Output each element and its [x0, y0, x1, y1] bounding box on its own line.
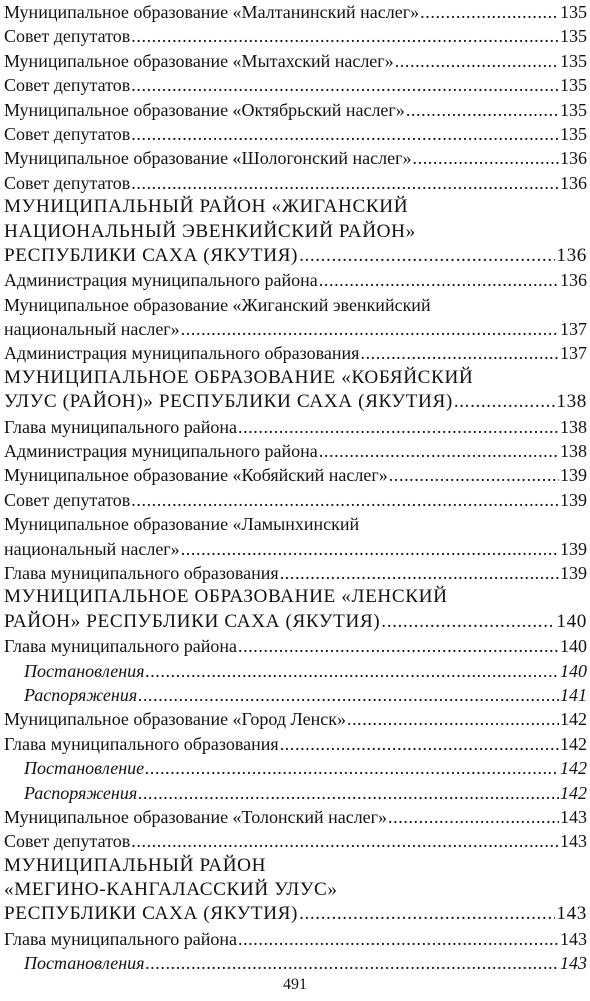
toc-entry-row: [4, 171, 587, 195]
dot-leader: [299, 244, 555, 268]
toc-entry-title: Муниципальное образование «Малтанинский наслег»: [4, 2, 420, 22]
dot-leader: [238, 634, 559, 658]
toc-entry-page: 139: [560, 562, 587, 583]
dot-leader: [146, 951, 559, 975]
toc-entry-page: 140: [560, 636, 587, 657]
dot-leader: [280, 561, 559, 585]
toc-entry-row: [4, 341, 587, 365]
toc-entry-row: [4, 415, 587, 439]
toc-entry-row: [4, 805, 587, 829]
toc-entry-title: РЕСПУБЛИКИ САХА (ЯКУТИЯ): [4, 244, 299, 266]
toc-entry: [4, 341, 587, 365]
toc-entry-line: МУНИЦИПАЛЬНЫЙ РАЙОН «ЖИГАНСКИЙ: [4, 196, 409, 218]
toc-entry-title: Администрация муниципального района: [4, 270, 318, 291]
toc-entry-row: [4, 268, 587, 292]
toc-entry: [4, 415, 587, 439]
toc-entry-row: [4, 829, 587, 853]
dot-leader: [131, 829, 559, 853]
toc-entry-title: Постановления: [24, 953, 145, 974]
toc-entry-page: 139: [560, 538, 587, 559]
toc-entry-page: 138: [556, 391, 587, 413]
toc-section-heading: [4, 366, 587, 415]
toc-entry-page: 141: [560, 684, 587, 705]
toc-entry-title: Глава муниципального района: [4, 636, 237, 657]
dot-leader: [131, 73, 559, 97]
toc-section-heading: [4, 585, 587, 634]
toc-entry-title: Совет депутатов: [4, 26, 131, 47]
toc-entry-row: [4, 73, 587, 97]
toc-entry-line: «МЕГИНО-КАНГАЛАССКИЙ УЛУС»: [4, 879, 338, 901]
toc-entry-row: [4, 732, 587, 756]
toc-entry-page: 138: [560, 416, 587, 437]
toc-entry-row: [4, 488, 587, 512]
toc-entry-title: Муниципальное образование «Город Ленск»: [4, 709, 346, 730]
toc-entry-page: 143: [556, 903, 587, 925]
dot-leader: [360, 341, 559, 365]
dot-leader: [299, 902, 555, 926]
toc-entry-page: 139: [560, 489, 587, 510]
dot-leader: [131, 488, 559, 512]
toc-entry-page: 136: [560, 148, 587, 169]
dot-leader: [280, 732, 559, 756]
toc-entry-title: РАЙОН» РЕСПУБЛИКИ САХА (ЯКУТИЯ): [4, 610, 381, 632]
toc-entry-title: РЕСПУБЛИКИ САХА (ЯКУТИЯ): [4, 903, 299, 925]
dot-leader: [420, 0, 559, 24]
toc-entry-page: 139: [560, 465, 587, 486]
toc-entry: [4, 488, 587, 512]
toc-entry-row: [4, 951, 587, 975]
toc-entry-title: Администрация муниципального образования: [4, 343, 360, 364]
toc-entry-page: 136: [556, 244, 587, 266]
toc-entry-title: Совет депутатов: [4, 123, 131, 144]
dot-leader: [347, 707, 559, 731]
page-number: 491: [283, 976, 307, 993]
dot-leader: [238, 927, 559, 951]
toc-entry-title: Совет депутатов: [4, 172, 131, 193]
toc-entry: [4, 49, 587, 73]
dot-leader: [238, 415, 559, 439]
dot-leader: [389, 463, 559, 487]
toc-entry-row: [4, 98, 587, 122]
toc-entry-title: Постановления: [24, 660, 145, 681]
toc-entry-line: МУНИЦИПАЛЬНОЕ ОБРАЗОВАНИЕ «ЛЕНСКИЙ: [4, 586, 448, 608]
toc-entry-title: Муниципальное образование «Толонский наслег»: [4, 806, 388, 827]
toc-entry-page: 142: [560, 709, 587, 730]
toc-entry: [4, 561, 587, 585]
toc-entry-page: 137: [560, 343, 587, 364]
toc-entry: [4, 781, 587, 805]
toc-entry: [4, 439, 587, 463]
toc-entry: [4, 293, 587, 342]
toc-entry-row: [4, 781, 587, 805]
toc-entry-page: 138: [560, 441, 587, 462]
toc-entry-title: Совет депутатов: [4, 831, 131, 852]
toc-entry: [4, 512, 587, 561]
toc-entry-page: 135: [560, 50, 587, 71]
toc-entry: [4, 24, 587, 48]
toc-entry: [4, 707, 587, 731]
toc-entry-page: 142: [560, 733, 587, 754]
toc-entry-title: Распоряжения: [24, 782, 138, 803]
toc-entry: [4, 829, 587, 853]
toc-entry-page: 142: [560, 782, 587, 803]
toc-entry-title: Глава муниципального района: [4, 416, 237, 437]
toc-entry: [4, 268, 587, 292]
toc-entry-row: [4, 317, 587, 341]
dot-leader: [319, 439, 559, 463]
dot-leader: [381, 610, 555, 634]
dot-leader: [181, 537, 559, 561]
toc-entry-row: [4, 122, 587, 146]
toc-entry-page: 142: [560, 758, 587, 779]
dot-leader: [319, 268, 559, 292]
toc-entry-line: Муниципальное образование «Жиганский эвенкийский: [4, 294, 431, 315]
toc-entry: [4, 122, 587, 146]
toc-entry-row: [4, 683, 587, 707]
toc-entry-row: [4, 463, 587, 487]
toc-entry-row: [4, 0, 587, 24]
toc-entry-title: Муниципальное образование «Кобяйский наслег»: [4, 465, 388, 486]
toc-entry-row: [4, 146, 587, 170]
toc-entry: [4, 659, 587, 683]
toc-entry-page: 135: [560, 123, 587, 144]
dot-leader: [413, 146, 560, 170]
dot-leader: [454, 390, 556, 414]
toc-entry-row: [4, 439, 587, 463]
dot-leader: [131, 171, 559, 195]
toc-entry-title: Глава муниципального района: [4, 928, 237, 949]
toc-entry-page: 143: [560, 831, 587, 852]
toc-entry-row: [4, 707, 587, 731]
toc-entry-row: [4, 49, 587, 73]
dot-leader: [146, 659, 559, 683]
toc-entry: [4, 732, 587, 756]
toc-entry-page: 136: [560, 270, 587, 291]
toc-entry-title: Муниципальное образование «Октябрьский наслег»: [4, 99, 405, 120]
dot-leader: [138, 781, 559, 805]
toc-section-heading: [4, 195, 587, 268]
dot-leader: [145, 756, 559, 780]
toc-entry-title: национальный наслег»: [4, 319, 180, 340]
toc-entry-row: [4, 537, 587, 561]
toc-entry: [4, 146, 587, 170]
toc-entry-page: 143: [560, 806, 587, 827]
toc-entry-title: УЛУС (РАЙОН)» РЕСПУБЛИКИ САХА (ЯКУТИЯ): [4, 391, 453, 413]
toc-entry-page: 136: [560, 172, 587, 193]
dot-leader: [388, 805, 559, 829]
dot-leader: [131, 122, 559, 146]
toc-entry-page: 143: [560, 928, 587, 949]
toc-entry: [4, 171, 587, 195]
toc-entry-row: [4, 902, 587, 926]
toc-entry-row: [4, 756, 587, 780]
toc-entry: [4, 683, 587, 707]
toc-entry-row: [4, 659, 587, 683]
toc-entry: [4, 634, 587, 658]
table-of-contents: [4, 0, 587, 976]
toc-entry-row: [4, 634, 587, 658]
dot-leader: [406, 98, 559, 122]
toc-entry-line: МУНИЦИПАЛЬНОЕ ОБРАЗОВАНИЕ «КОБЯЙСКИЙ: [4, 366, 474, 388]
toc-entry-title: Администрация муниципального района: [4, 441, 318, 462]
toc-entry-title: Глава муниципального образования: [4, 562, 279, 583]
toc-entry: [4, 927, 587, 951]
toc-entry: [4, 805, 587, 829]
toc-entry-page: 140: [556, 610, 587, 632]
toc-entry-page: 135: [560, 99, 587, 120]
toc-entry: [4, 463, 587, 487]
toc-entry: [4, 0, 587, 24]
toc-entry-page: 135: [560, 26, 587, 47]
toc-entry-row: [4, 24, 587, 48]
toc-entry-title: Постановление: [24, 758, 145, 779]
toc-section-heading: [4, 854, 587, 927]
toc-entry: [4, 756, 587, 780]
toc-entry-page: 135: [560, 2, 587, 22]
toc-entry-line: Муниципальное образование «Ламынхинский: [4, 514, 360, 535]
dot-leader: [138, 683, 559, 707]
toc-entry-row: [4, 610, 587, 634]
dot-leader: [131, 24, 559, 48]
toc-entry: [4, 951, 587, 975]
toc-entry-page: 137: [560, 319, 587, 340]
toc-entry-title: Совет депутатов: [4, 489, 131, 510]
dot-leader: [181, 317, 559, 341]
toc-entry-title: Муниципальное образование «Шологонский наслег»: [4, 148, 412, 169]
toc-entry: [4, 98, 587, 122]
dot-leader: [395, 49, 559, 73]
toc-entry-row: [4, 561, 587, 585]
toc-entry-page: 135: [560, 75, 587, 96]
toc-entry-line: МУНИЦИПАЛЬНЫЙ РАЙОН: [4, 854, 267, 876]
toc-entry-title: Муниципальное образование «Мытахский наслег»: [4, 50, 394, 71]
toc-entry-page: 140: [560, 660, 587, 681]
toc-entry-row: [4, 927, 587, 951]
toc-entry-title: Распоряжения: [24, 684, 138, 705]
toc-entry: [4, 73, 587, 97]
toc-entry-row: [4, 244, 587, 268]
toc-entry-page: 143: [560, 953, 587, 974]
toc-entry-title: национальный наслег»: [4, 538, 180, 559]
toc-entry-title: Совет депутатов: [4, 75, 131, 96]
toc-entry-title: Глава муниципального образования: [4, 733, 279, 754]
toc-entry-line: НАЦИОНАЛЬНЫЙ ЭВЕНКИЙСКИЙ РАЙОН»: [4, 220, 416, 242]
toc-entry-row: [4, 390, 587, 414]
